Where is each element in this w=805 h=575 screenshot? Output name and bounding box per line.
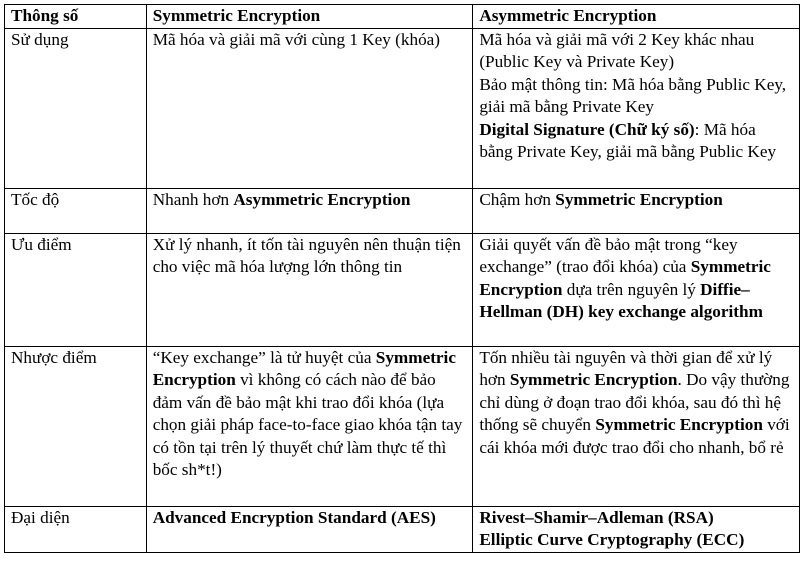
table-row-representatives [5,506,800,552]
digital-signature-term: Digital Signature (Chữ ký số) [479,119,695,139]
usage-asym-line-1: Mã hóa và giải mã với 2 Key khác nhau (Public Key và Private Key) [479,29,755,71]
usage-asym-line-3 [479,119,792,164]
table-row-usage [5,28,800,188]
usage-symmetric: Mã hóa và giải mã với cùng 1 Key (khóa) [146,28,473,188]
adv-asym-term-1: Symmetric Encryption [479,257,771,299]
advantages-symmetric: Xử lý nhanh, ít tốn tài nguyên nên thuận tiện cho việc mã hóa lượng lớn thông tin [146,233,473,346]
representatives-symmetric [146,506,473,552]
usage-asymmetric [473,28,800,188]
rsa-term: Rivest–Shamir–Adleman (RSA) [479,507,714,527]
aes-term: Advanced Encryption Standard (AES) [152,507,436,527]
speed-sym-text: Nhanh hơn [152,189,234,209]
digital-signature-desc: : Mã hóa bằng Private Key, giải mã bằng Public Key [479,119,777,161]
adv-asym-text-2: dựa trên nguyên lý [562,279,701,299]
disadv-asym-text-1: Tốn nhiều tài nguyên và thời gian để xử lý hơn [479,347,773,389]
header-symmetric: Symmetric Encryption [146,5,473,29]
disadv-asym-term-2: Symmetric Encryption [595,415,763,434]
speed-asymmetric [473,188,800,233]
representatives-asymmetric [473,506,800,552]
disadv-asym-text-2: . Do vậy thường chỉ dùng ở đoạn trao đổi khóa, sau đó thì hệ thống sẽ chuyển [479,370,790,434]
advantages-asymmetric [473,233,800,346]
disadv-sym-text-2: vì không có cách nào để bảo đảm vấn đề bảo mật khi trao đổi khóa (lựa chọn giải pháp face-to-face giao khóa tận tay có tồn tại trên lý thuyết chứ làm thực tế thì bốc sh*t!) [152,370,463,479]
row-label-disadvantages: Nhược điểm [5,346,147,506]
table-row-advantages [5,233,800,346]
disadv-asym-term-1: Symmetric Encryption [509,370,678,389]
table-row-speed [5,188,800,233]
disadv-sym-text-1: “Key exchange” là tử huyệt của [152,347,376,367]
comparison-table [4,4,800,553]
ecc-term: Elliptic Curve Cryptography (ECC) [479,530,745,549]
disadvantages-symmetric [146,346,473,506]
adv-asym-term-2: Diffie–Hellman (DH) key exchange algorithm [479,279,763,321]
table-header-row [5,5,800,29]
speed-asym-term: Symmetric Encryption [555,189,723,209]
header-asymmetric: Asymmetric Encryption [473,5,800,29]
table-row-disadvantages [5,346,800,506]
adv-asym-text-1: Giải quyết vấn đề bảo mật trong “key exchange” (trao đổi khóa) của [479,234,738,276]
row-label-representatives: Đại diện [5,506,147,552]
speed-sym-term: Asymmetric Encryption [233,189,411,209]
row-label-usage: Sử dụng [5,28,147,188]
row-label-speed: Tốc độ [5,188,147,233]
disadv-sym-term: Symmetric Encryption [152,347,456,389]
disadv-asym-text-3: với cái khóa mới được trao đổi cho nhanh, bổ rẻ [479,415,790,457]
speed-asym-text: Chậm hơn [479,189,556,209]
header-parameter: Thông số [5,5,147,29]
usage-asym-line-2: Bảo mật thông tin: Mã hóa bằng Public Key, giải mã bằng Private Key [479,74,787,116]
speed-symmetric [146,188,473,233]
row-label-advantages: Ưu điểm [5,233,147,346]
disadvantages-asymmetric [473,346,800,506]
